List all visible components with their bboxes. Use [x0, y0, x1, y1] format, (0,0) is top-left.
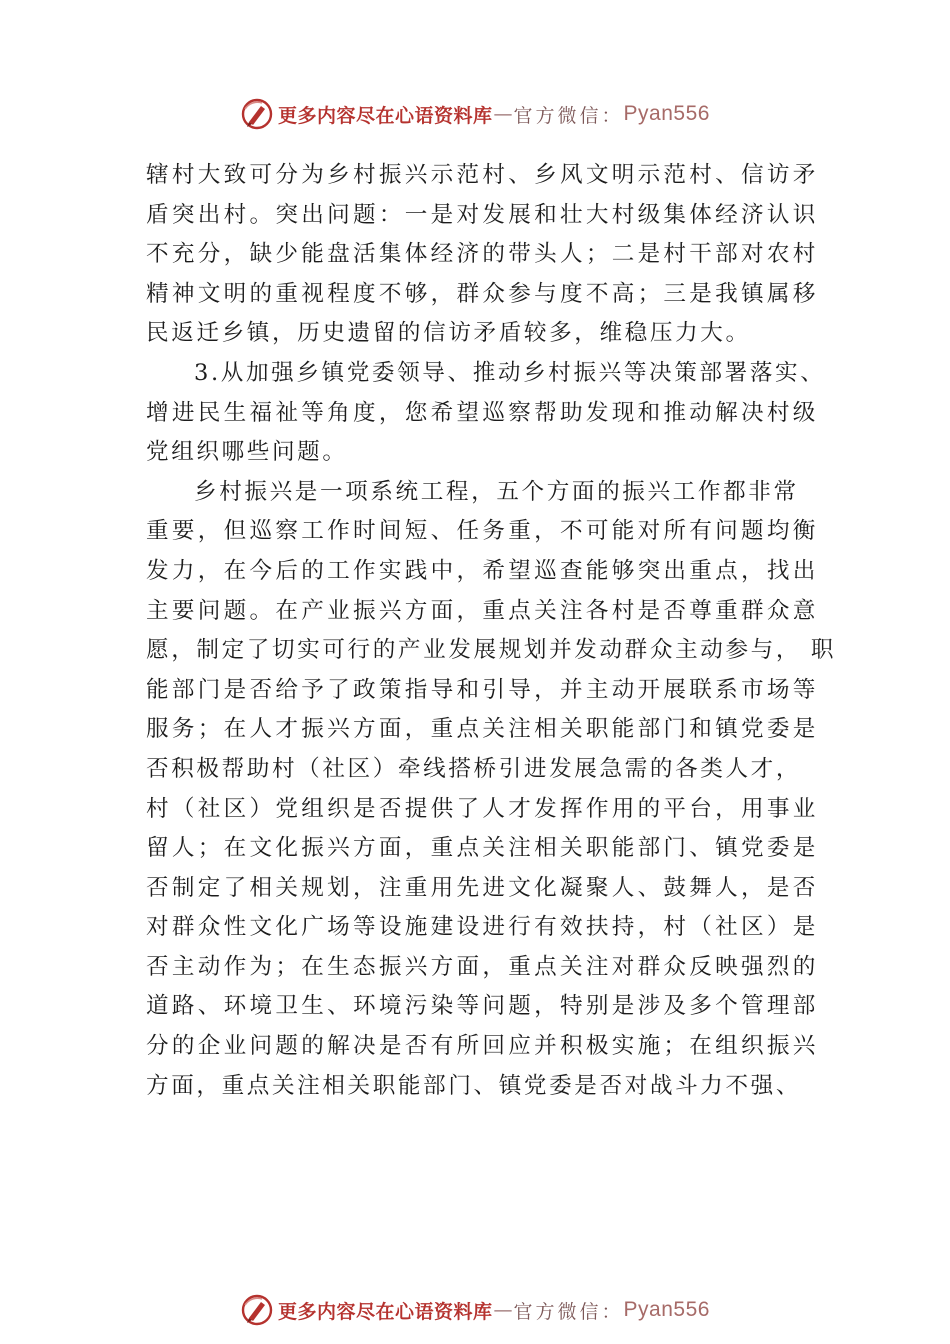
- body-line: 否主动作为；在生态振兴方面，重点关注对群众反映强烈的: [146, 953, 818, 980]
- body-line: 增进民生福祉等角度，您希望巡察帮助发现和推动解决村级: [146, 399, 818, 426]
- body-line: 否积极帮助村（社区）牵线搭桥引进发展急需的各类人才，: [146, 755, 802, 782]
- footer-wechat-label: 官方微信：: [513, 1300, 624, 1323]
- body-line: 分的企业问题的解决是否有所回应并积极实施；在组织振兴: [146, 1033, 818, 1060]
- footer-banner: [240, 1292, 710, 1328]
- pen-logo-icon: [240, 97, 274, 131]
- body-line: 能部门是否给予了政策指导和引导，并主动开展联系市场等: [146, 676, 818, 703]
- body-line: 服务；在人才振兴方面，重点关注相关职能部门和镇党委是: [146, 716, 818, 743]
- body-line: 主要问题。在产业振兴方面，重点关注各村是否尊重群众意: [146, 597, 818, 624]
- body-line: 发力，在今后的工作实践中，希望巡查能够突出重点，找出: [146, 557, 818, 584]
- body-line: 精神文明的重视程度不够，群众参与度不高；三是我镇属移: [146, 280, 818, 307]
- footer-wechat-id: Pyan556: [623, 1298, 710, 1321]
- body-line: 道路、环境卫生、环境污染等问题，特别是涉及多个管理部: [146, 993, 818, 1020]
- body-line: 盾突出村。突出问题：一是对发展和壮大村级集体经济认识: [146, 201, 818, 228]
- header-banner: [240, 96, 710, 132]
- body-line: 对群众性文化广场等设施建设进行有效扶持，村（社区）是: [146, 914, 818, 941]
- body-line: 否制定了相关规划，注重用先进文化凝聚人、鼓舞人，是否: [146, 874, 818, 901]
- question-heading: 3.从加强乡镇党委领导、推动乡村振兴等决策部署落实、: [194, 359, 826, 386]
- footer-brand: 更多内容尽在心语资料库: [278, 1300, 493, 1323]
- body-line: 党组织哪些问题。: [146, 439, 348, 466]
- body-line: 不充分，缺少能盘活集体经济的带头人；二是村干部对农村: [146, 241, 818, 268]
- footer-separator: —: [493, 1299, 513, 1321]
- body-line: 重要，但巡察工作时间短、任务重，不可能对所有问题均衡: [146, 518, 818, 545]
- body-line: 村（社区）党组织是否提供了人才发挥作用的平台，用事业: [146, 795, 818, 822]
- header-separator: —: [493, 103, 513, 125]
- pen-logo-icon: [240, 1293, 274, 1327]
- document-body: [146, 156, 837, 1106]
- header-brand: 更多内容尽在心语资料库: [278, 104, 493, 127]
- body-line: 辖村大致可分为乡村振兴示范村、乡风文明示范村、信访矛: [146, 162, 818, 188]
- body-line: 民返迁乡镇，历史遗留的信访矛盾较多，维稳压力大。: [146, 320, 751, 347]
- paragraph-start: 乡村振兴是一项系统工程，五个方面的振兴工作都非常: [194, 478, 799, 505]
- body-line: 方面，重点关注相关职能部门、镇党委是否对战斗力不强、: [146, 1072, 802, 1099]
- body-line: 留人；在文化振兴方面，重点关注相关职能部门、镇党委是: [146, 835, 818, 862]
- body-line: 愿，制定了切实可行的产业发展规划并发动群众主动参与， 职: [146, 637, 837, 664]
- header-wechat-label: 官方微信：: [513, 104, 624, 127]
- header-wechat-id: Pyan556: [623, 102, 710, 125]
